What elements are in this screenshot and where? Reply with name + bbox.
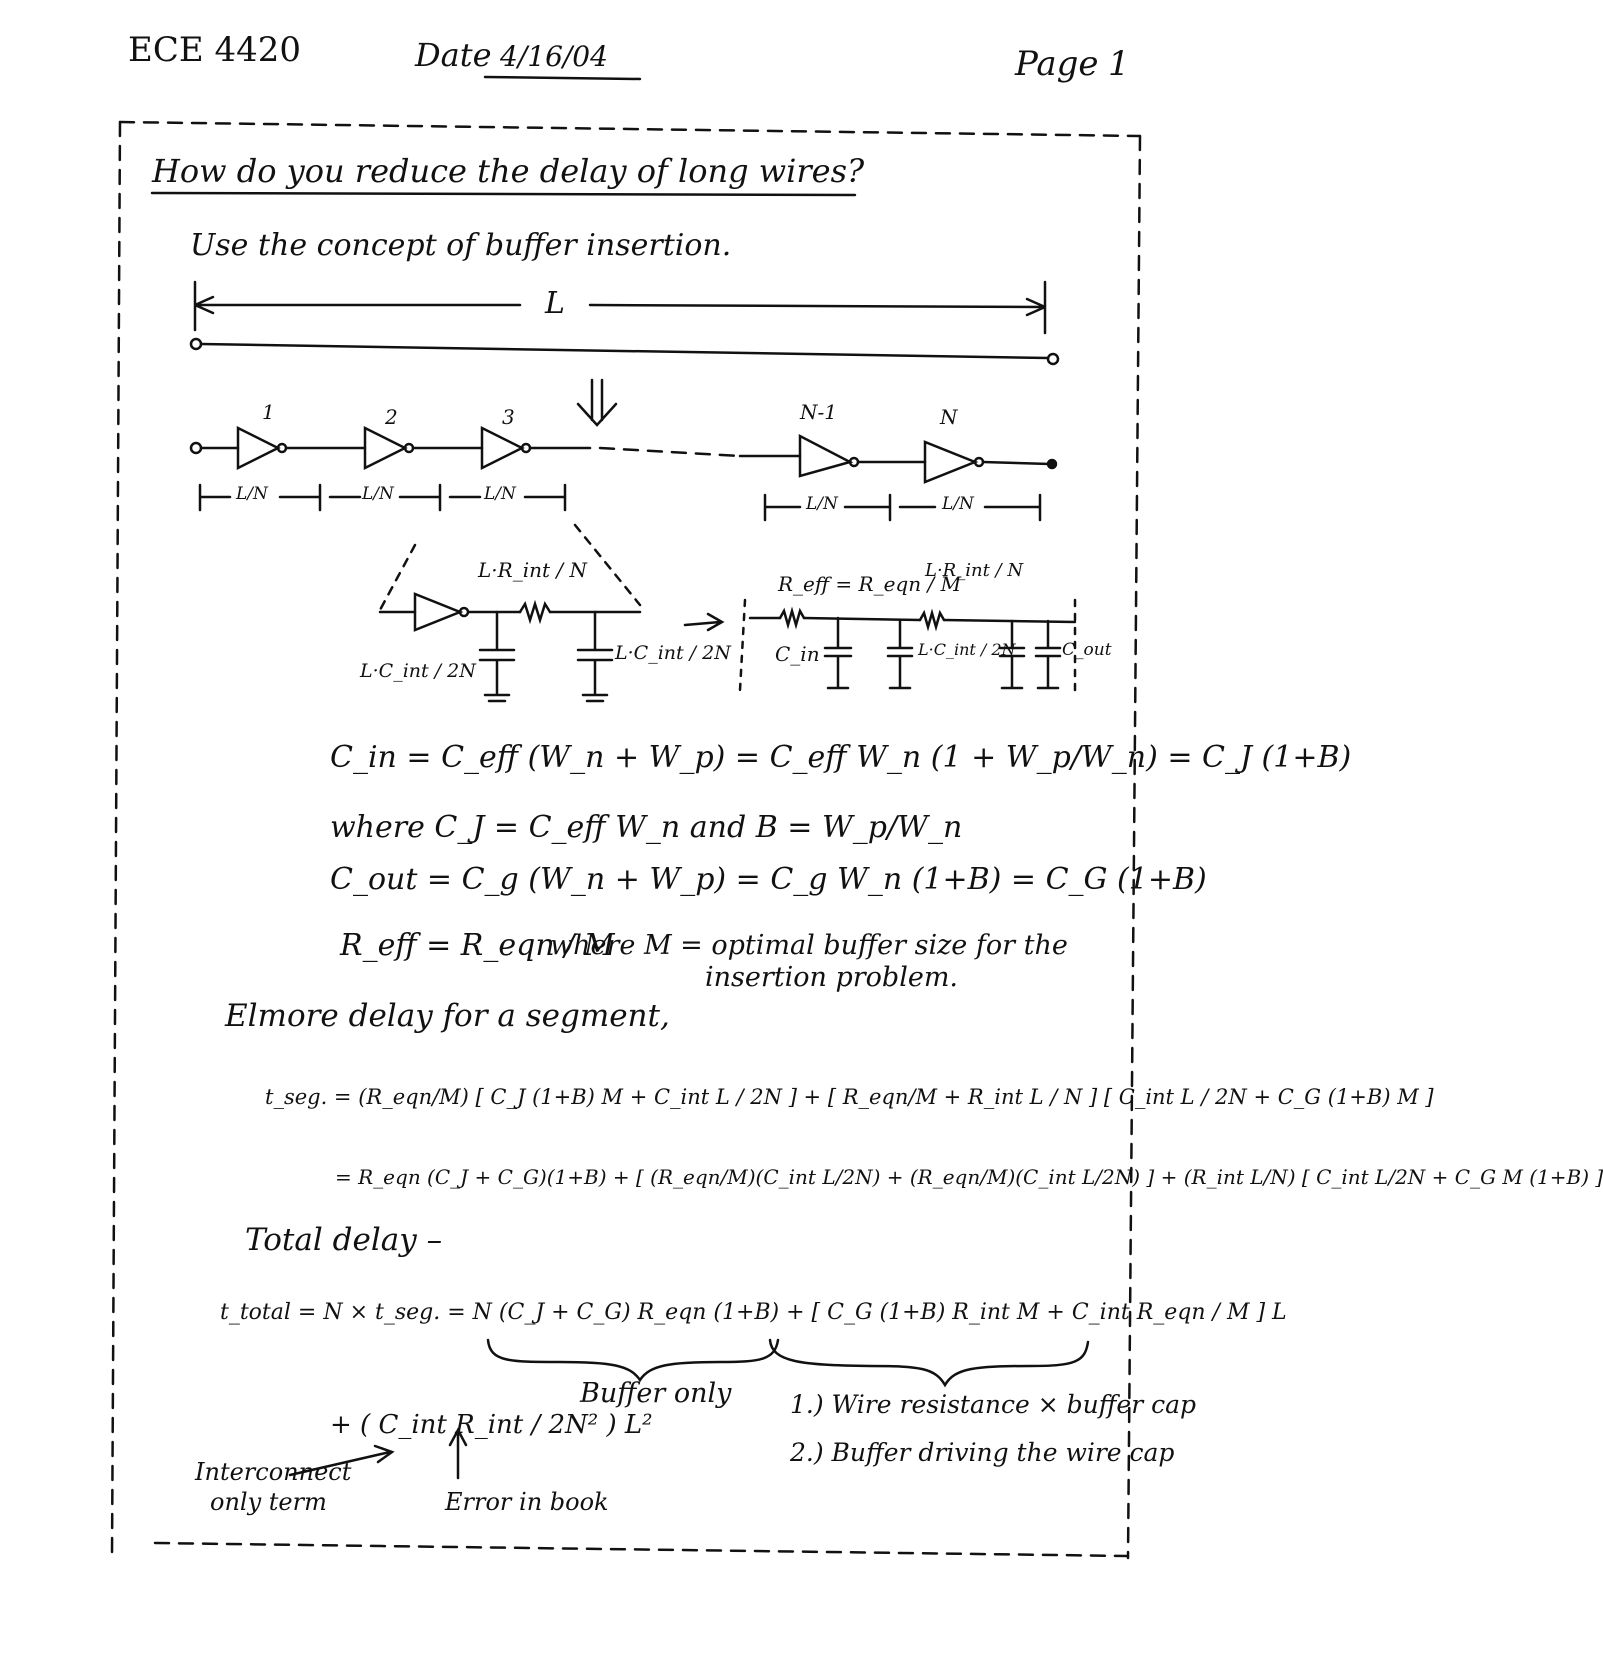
reff-note-1: where M = optimal buffer size for the xyxy=(550,930,1068,961)
frame-top xyxy=(120,122,1140,136)
buffer-n-1 xyxy=(800,436,850,476)
question-underline xyxy=(152,193,855,195)
length-dimension xyxy=(195,282,1045,333)
rc-cwire-1 xyxy=(888,620,912,688)
frame-bottom xyxy=(155,1543,1128,1556)
buffer-only-note: Buffer only xyxy=(580,1378,732,1409)
rc-cin-label: C_in xyxy=(775,642,820,666)
buffer-label-1: 1 xyxy=(262,400,275,424)
segment-label-2: L/N xyxy=(362,484,394,504)
reff-note-2: insertion problem. xyxy=(705,962,959,993)
stage-cap-left xyxy=(480,612,514,701)
segment-label-1: L/N xyxy=(236,484,268,504)
elmore-heading: Elmore delay for a segment, xyxy=(225,998,670,1034)
rc-cout-label: C_out xyxy=(1062,640,1112,660)
rc-cwire-label: L·C_int / 2N xyxy=(918,640,1016,659)
course-code: ECE 4420 xyxy=(128,30,301,70)
segment-label-3: L/N xyxy=(484,484,516,504)
brace-buffer-only xyxy=(488,1340,778,1380)
total-heading: Total delay – xyxy=(245,1222,443,1258)
length-label: L xyxy=(545,286,565,321)
down-arrow xyxy=(578,380,616,425)
brace-mixed-terms xyxy=(770,1340,1088,1385)
stage-c-right-label: L·C_int / 2N xyxy=(615,642,731,664)
page-number: 1 xyxy=(1108,44,1130,84)
ttotal-equation-line1: t_total = N × t_seg. = N (C_J + C_G) R_eqn (1+B) + [ C_G (1+B) R_int M + C_int R_eqn / M ] L xyxy=(220,1300,1287,1325)
rc-cin xyxy=(825,618,851,688)
question-title: How do you reduce the delay of long wires? xyxy=(152,152,865,190)
date-underline xyxy=(485,77,640,79)
page-label: Page xyxy=(1015,44,1099,84)
buffer-n xyxy=(925,442,975,482)
tseg-equation-line1: t_seg. = (R_eqn/M) [ C_J (1+B) M + C_int L / 2N ] + [ R_eqn/M + R_int L / N ] [ C_int L / 2N + C_G (1+B) M ] xyxy=(265,1085,1434,1109)
rc-rwire xyxy=(920,613,944,627)
cout-equation: C_out = C_g (W_n + W_p) = C_g W_n (1+B) = C_G (1+B) xyxy=(330,862,1207,897)
date-label: Date xyxy=(415,36,492,74)
date-value: 4/16/04 xyxy=(500,40,608,73)
buffer-label-3: 3 xyxy=(502,405,515,429)
long-wire xyxy=(201,344,1048,358)
chain-dashes xyxy=(600,448,740,456)
stage-r-label: L·R_int / N xyxy=(478,558,587,582)
error-note: Error in book xyxy=(445,1488,609,1516)
stage-resistor xyxy=(520,604,550,620)
rc-rwire-label: L·R_int / N xyxy=(925,560,1024,581)
interconnect-note-1: Interconnect xyxy=(195,1458,352,1486)
where-line: where C_J = C_eff W_n and B = W_p/W_n xyxy=(330,810,963,845)
buffer-1 xyxy=(238,428,278,468)
term-note-2: 2.) Buffer driving the wire cap xyxy=(790,1438,1175,1467)
rc-cout xyxy=(1036,621,1060,688)
interconnect-note-2: only term xyxy=(210,1488,327,1516)
buffer-label-2: 2 xyxy=(385,405,398,429)
buffer-label-n: N xyxy=(940,405,958,429)
frame-right xyxy=(1128,136,1140,1558)
buffer-label-n-1: N-1 xyxy=(800,400,837,424)
segment-label-n: L/N xyxy=(942,494,974,514)
stage-c-left-label: L·C_int / 2N xyxy=(360,660,476,682)
buffer-2 xyxy=(365,428,405,468)
segment-label-n-1: L/N xyxy=(806,494,838,514)
rc-model-bracket xyxy=(740,600,745,690)
buffer-3 xyxy=(482,428,522,468)
tseg-equation-line2: = R_eqn (C_J + C_G)(1+B) + [ (R_eqn/M)(C_int L/2N) + (R_eqn/M)(C_int L/2N) ] + (R_int L/N) [ C_int L/2N + C_G M (1+B) ] xyxy=(335,1165,1603,1189)
cin-equation: C_in = C_eff (W_n + W_p) = C_eff W_n (1 + W_p/W_n) = C_J (1+B) xyxy=(330,740,1352,775)
rc-reff xyxy=(780,611,804,625)
ttotal-equation-line2: + ( C_int R_int / 2N² ) L² xyxy=(330,1410,653,1440)
answer-text: Use the concept of buffer insertion. xyxy=(190,228,732,263)
rc-reff-label: R_eff = R_eqn / M xyxy=(778,572,962,596)
term-note-1: 1.) Wire resistance × buffer cap xyxy=(790,1390,1197,1419)
stage-buffer xyxy=(415,594,460,630)
frame-left xyxy=(112,122,120,1555)
reff-equation: R_eff = R_eqn / M xyxy=(340,928,615,963)
stage-cap-right xyxy=(578,612,612,701)
